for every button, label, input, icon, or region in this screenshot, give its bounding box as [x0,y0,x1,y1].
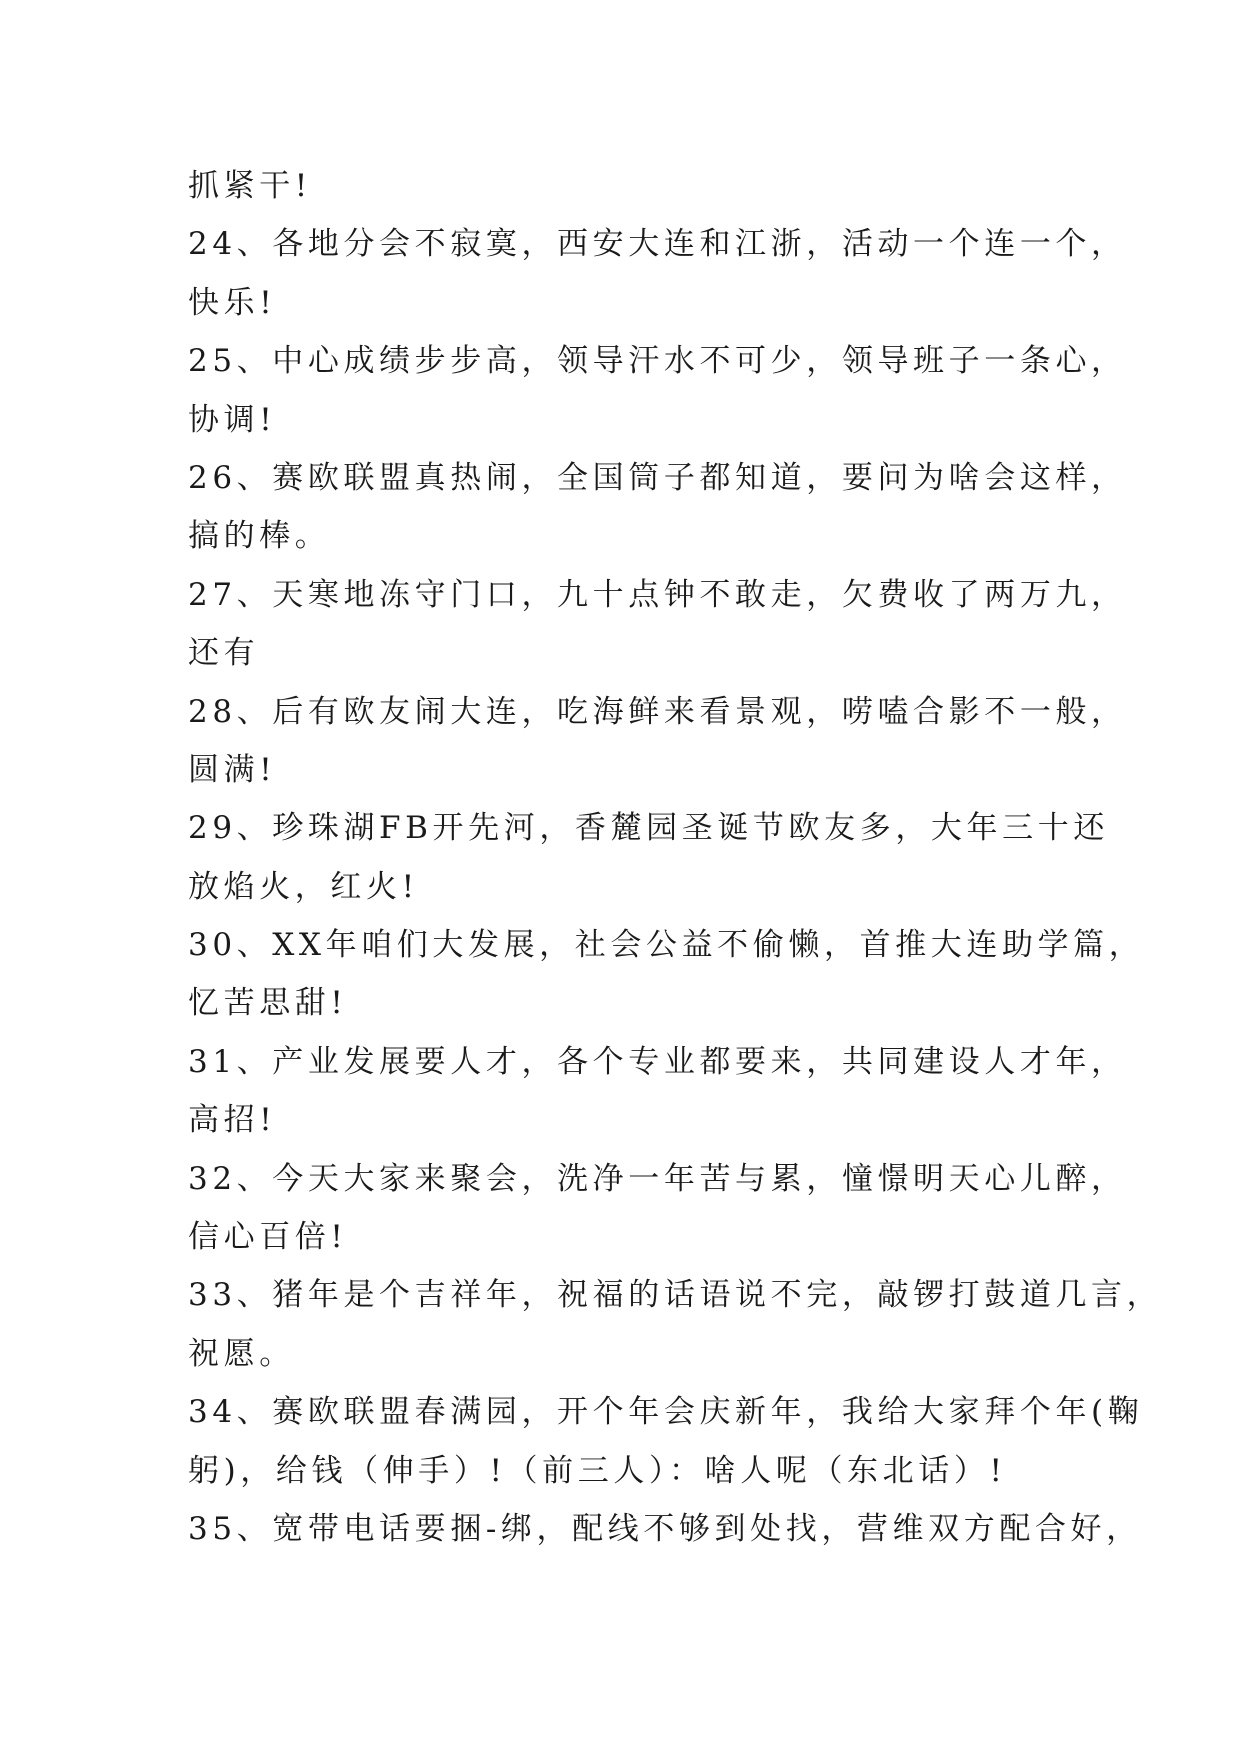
text-line: 信心百倍! [188,1219,348,1256]
text-line: 28、后有欧友闹大连，吃海鲜来看景观，唠嗑合影不一般， [188,693,1127,730]
text-line: 祝愿。 [188,1335,295,1372]
text-line: 忆苦思甜! [188,985,348,1022]
text-line: 27、天寒地冻守门口，九十点钟不敢走，欠费收了两万九， [188,576,1127,613]
text-line: 26、赛欧联盟真热闹，全国筒子都知道，要问为啥会这样， [188,459,1127,496]
text-line: 25、中心成绩步步高，领导汗水不可少，领导班子一条心， [188,343,1127,380]
document-body [188,157,1163,1558]
text-line: 协调! [188,401,277,438]
text-line: 31、产业发展要人才，各个专业都要来，共同建设人才年， [188,1043,1127,1080]
text-line: 快乐! [188,284,277,321]
text-line: 搞的棒。 [188,518,331,555]
text-line: 抓紧干! [188,168,312,204]
text-line: 32、今天大家来聚会，洗净一年苦与累，憧憬明天心儿醉， [188,1160,1127,1197]
text-line: 33、猪年是个吉祥年，祝福的话语说不完，敲锣打鼓道几言， [188,1277,1163,1314]
text-line: 放焰火，红火! [188,868,419,905]
text-line: 29、珍珠湖FB开先河，香麓园圣诞节欧友多，大年三十还 [188,810,1109,847]
text-line: 35、宽带电话要捆-绑，配线不够到处找，营维双方配合好， [188,1510,1142,1547]
text-line: 高招! [188,1102,277,1139]
text-line: 还有 [188,635,260,672]
text-line: 圆满! [188,751,277,788]
text-line: 24、各地分会不寂寞，西安大连和江浙，活动一个连一个， [188,226,1127,263]
text-line: 30、XX年咱们大发展，社会公益不偷懒，首推大连助学篇， [188,927,1145,964]
text-line: 躬)，给钱（伸手）!（前三人）：啥人呢（东北话）! [188,1452,1007,1489]
text-line: 34、赛欧联盟春满园，开个年会庆新年，我给大家拜个年(鞠 [188,1394,1144,1431]
